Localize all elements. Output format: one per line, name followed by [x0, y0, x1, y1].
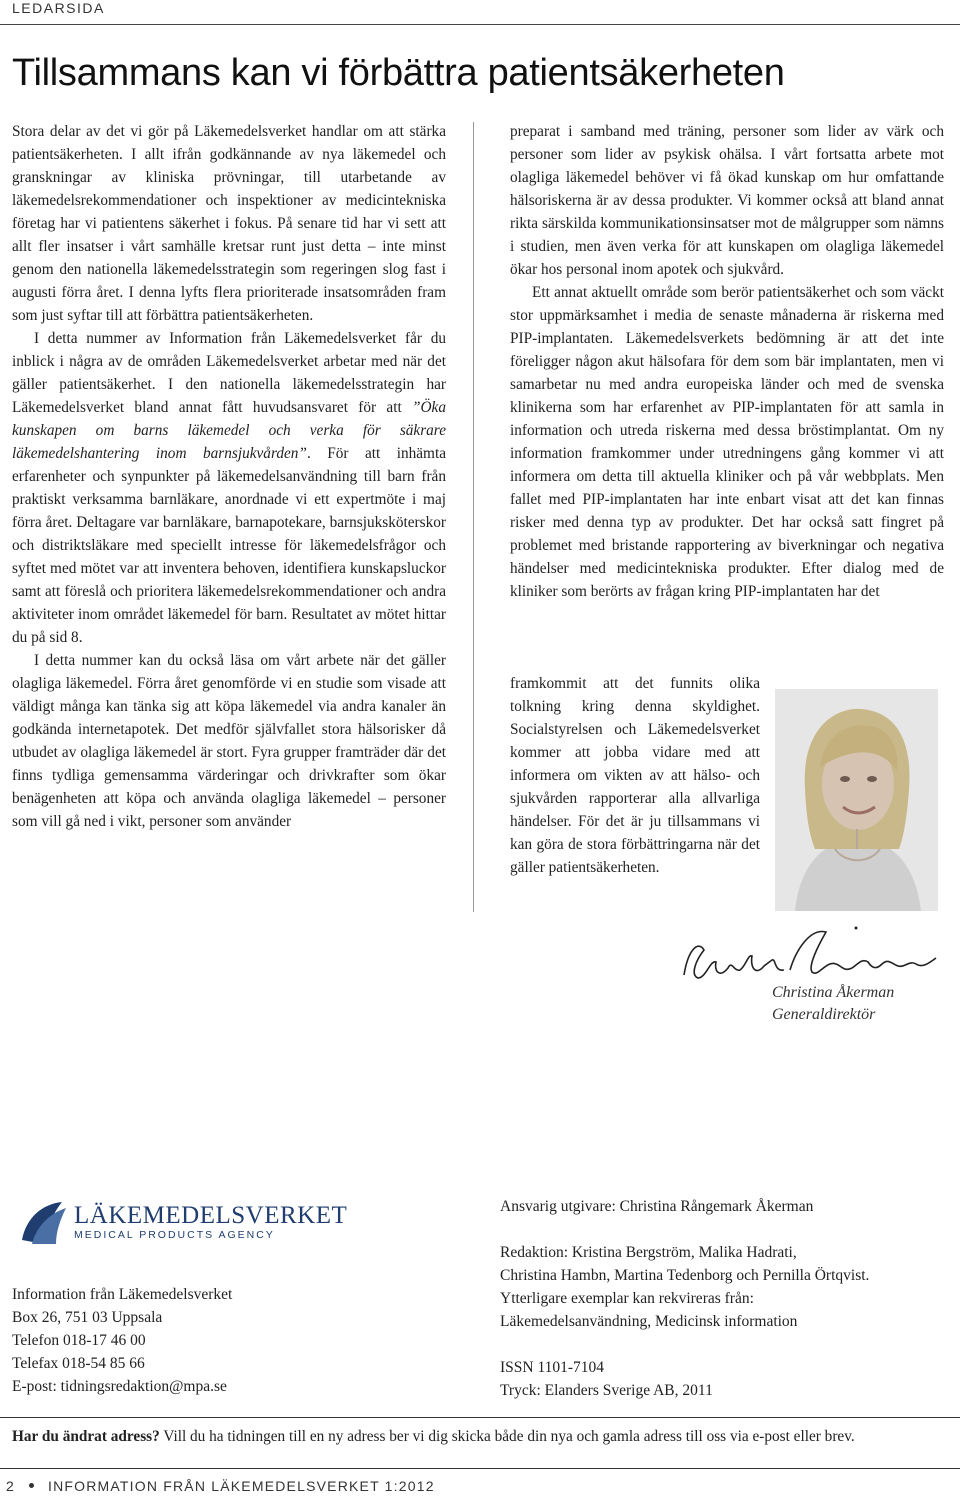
- contact-address: Box 26, 751 03 Uppsala: [12, 1309, 163, 1326]
- colophon-print: Tryck: Elanders Sverige AB, 2011: [500, 1382, 713, 1399]
- colophon-issn: ISSN 1101-7104: [500, 1359, 605, 1376]
- page-footer: [6, 1478, 435, 1494]
- bullet-icon: [29, 1483, 34, 1488]
- colophon-editorial-1: Redaktion: Kristina Bergström, Malika Hadrati,: [500, 1244, 797, 1261]
- section-label: LEDARSIDA: [12, 0, 105, 16]
- colophon-copies-2: Läkemedelsanvändning, Medicinsk information: [500, 1313, 798, 1330]
- right-wrap-paragraph: framkommit att det funnits olika tolkning kring denna skyldighet. Socialstyrelsen och Läkemedelsverket kommer att jobba vidare med att informera om vikten av att hälso- och sjukvården rapporterar alla allvarliga händelser. För det är ju tillsammans vi kan göra de stora förbättringarna när det gäller patientsäkerheten.: [510, 675, 760, 876]
- agency-logo-name: LÄKEMEDELSVERKET: [74, 1202, 348, 1229]
- page-number: 2: [6, 1478, 15, 1494]
- left-paragraph-1: Stora delar av det vi gör på Läkemedelsverket handlar om att stärka patientsäkerheten. I allt ifrån godkännande av nya läkemedel och granskningar av kliniska prövningar, till utarbetande av läkemedelsrekommendationer och inspektioner av medicintekniska företag har vi patientens säkerhet i fokus. På senare tid har vi sett att allt fler insatser i vårt samhälle kretsar runt just detta – inte minst genom den nationella läkemedelsstrategin som regeringen slog fast i augusti förra året. I denna lyfts flera prioriterade insatsområden fram som just syftar till att förbättra patientsäkerheten.: [12, 123, 446, 324]
- column-divider: [473, 122, 474, 912]
- signature-image: [676, 920, 946, 990]
- right-paragraph-2: Ett annat aktuellt område som berör patientsäkerhet och som väckt stor uppmärksamhet i media de senaste månaderna är riskerna med PIP-implantaten. Läkemedelsverkets bedömning är att det inte föreligger någon akut hälsofara för dem som bär implantaten, men vi samarbetar nu med andra europeiska länder och med de svenska klinikerna som har erfarenhet av PIP-implantaten för att samla in information och utreda riskerna med dessa bröstimplantat. Om ny information framkommer under utredningens gång kommer vi att informera om detta till aktuella kliniker och på vår webbplats. Men fallet med PIP-implantaten har inte enbart visat att det kan finnas risker med denna typ av produkter. Det har också satt fingret på problemet med bristande rapportering av biverkningar och negativa händelser med medicintekniska produkter. Efter dialog med de kliniker som berörts av frågan kring PIP-implantaten har det: [510, 284, 944, 600]
- portrait-photo: [775, 689, 938, 911]
- colophon-editorial-2: Christina Hambn, Martina Tedenborg och Pernilla Örtqvist.: [500, 1267, 870, 1284]
- contact-block: [12, 1283, 232, 1398]
- left-paragraph-2: I detta nummer av Information från Läkemedelsverket får du inblick i några av de områden Läkemedelsverket arbetar med när det gäller patientsäkerhet. I den nationella läkemedelsstrategin har Läkemedelsverket bland annat fått huvudsansvaret för att ”Öka kunskapen om barns läkemedel och verka för säkrare läkemedelshantering inom barnsjukvården”. För att inhämta erfarenheter och synpunkter på läkemedelsanvändning till barn från praktiskt verksamma barnläkare, anordnade vi ett expertmöte i maj förra året. Deltagare var barnläkare, barnapotekare, barnsjuksköterskor och distriktsläkare med speciellt intresse för läkemedelsfrågor och syftet med mötet var att inventera behoven, identifiera kunskapsluckor samt att föreslå och prioritera läkemedelsrekommendationer och andra aktiviteter inom området läkemedel för barn. Resultatet av mötet hittar du på sid 8.: [12, 330, 446, 646]
- top-divider: [0, 24, 960, 25]
- portrait-image: [775, 689, 938, 911]
- colophon-copies-1: Ytterligare exemplar kan rekvireras från:: [500, 1290, 754, 1307]
- bottom-divider-2: [0, 1468, 960, 1469]
- signature-name: Christina Åkerman: [772, 984, 895, 1001]
- strategy-quote: ”Öka kunskapen om barns läkemedel och verka för säkrare läkemedelshantering inom barnsjukvården”: [12, 399, 446, 462]
- colophon-publisher: Ansvarig utgivare: Christina Rångemark Åkerman: [500, 1198, 814, 1215]
- bottom-divider-1: [0, 1417, 960, 1418]
- agency-logo-subtitle: MEDICAL PRODUCTS AGENCY: [74, 1229, 275, 1241]
- colophon-block: [500, 1195, 869, 1402]
- address-change-note: [12, 1427, 855, 1447]
- contact-org: Information från Läkemedelsverket: [12, 1286, 233, 1303]
- address-change-heading: Har du ändrat adress?: [12, 1428, 160, 1445]
- contact-fax: Telefax 018-54 85 66: [12, 1355, 145, 1372]
- left-column: [12, 120, 446, 910]
- page-title: Tillsammans kan vi förbättra patientsäkerheten: [12, 52, 785, 94]
- signature-title: Generaldirektör: [772, 1006, 876, 1023]
- right-column: [510, 120, 944, 603]
- contact-email[interactable]: E-post: tidningsredaktion@mpa.se: [12, 1378, 227, 1395]
- publication-name: INFORMATION FRÅN LÄKEMEDELSVERKET 1:2012: [48, 1478, 435, 1494]
- contact-phone: Telefon 018-17 46 00: [12, 1332, 146, 1349]
- right-paragraph-1: preparat i samband med träning, personer som lider av värk och personer som lider av psykisk ohälsa. I vårt fortsatta arbete mot olagliga läkemedel behöver vi få ökad kunskap om hur omfattande hälsoriskerna är av dessa produkter. Vi kommer också att bland annat rikta särskilda kommunikationsinsatser mot de målgrupper som nämns i studien, men även verka för att kunskapen om olagliga läkemedel ökar hos personal inom apotek och sjukvård.: [510, 123, 944, 278]
- left-paragraph-3: I detta nummer kan du också läsa om vårt arbete när det gäller olagliga läkemedel. Förra året genomförde vi en studie som visade att väldigt många kan tänka sig att köpa läkemedel via andra kanaler än godkända internetapotek. Det medför självfallet stora hälsorisker då utbudet av olagliga läkemedel är stort. Fyra grupper framträder där det finns tydliga gemensamma värderingar och drivkrafter som ökar benägenheten att köpa och använda olagliga läkemedel – personer som vill gå ned i vikt, personer som använder: [12, 652, 446, 830]
- address-change-text: Vill du ha tidningen till en ny adress ber vi dig skicka både din nya och gamla adress till oss via e-post eller brev.: [159, 1428, 855, 1445]
